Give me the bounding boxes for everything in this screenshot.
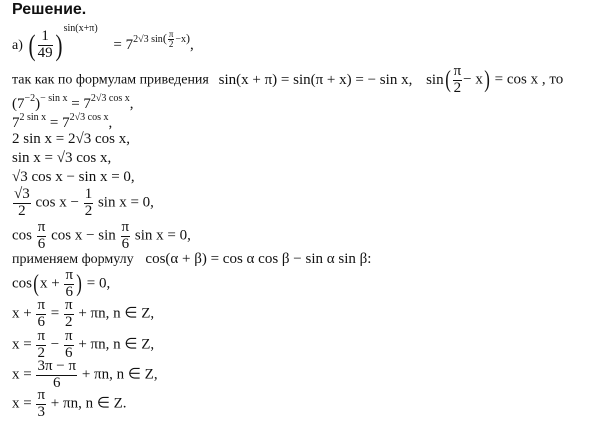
reduction-formulas-line: так как по формулам приведения sin(x + π) = sin(π + x) = − sin x, sin( $\frac{\pi}{2}$ − x) = cos x , то xyxy=(12,63,564,96)
step-1: $(7^{-2})^{- sin x} = 7^{2√3 cos x}$, xyxy=(12,93,134,112)
rhs-base: = 7 xyxy=(113,37,134,53)
step-4: sin x = √3 cos x, xyxy=(12,150,112,166)
base-fraction: $\frac{1}{49}$ xyxy=(37,28,53,62)
step-6: $\frac{√3}{2}$ cos x − $\frac{1}{2}$ sin x = 0, xyxy=(14,186,154,219)
left-paren: ( xyxy=(28,28,36,62)
step-9: cos(x + $\frac{\pi}{6}$ ) = 0, xyxy=(12,267,111,300)
step-5: √3 cos x − sin x = 0, xyxy=(12,169,135,185)
solution-heading: Решение. xyxy=(12,1,87,18)
step-11: x = $\frac{\pi}{2}$ − $\frac{\pi}{6}$ + πn, n ∈ Z, xyxy=(12,328,155,361)
step-13: x = $\frac{\pi}{3}$ + πn, n ∈ Z. xyxy=(12,387,127,420)
step-7: cos $\frac{\pi}{6}$ cos x − sin $\frac{\pi}{6}$ sin x = 0, xyxy=(12,219,191,252)
step-2: $7^{2 sin x} = 7^{2√3 cos x}$, xyxy=(12,112,113,131)
lhs-exponent: sin(x+π) xyxy=(63,23,98,34)
step-12: x = $\frac{3\pi - \pi}{6}$ + πn, n ∈ Z, xyxy=(12,358,158,391)
step-3: 2 sin x = 2√3 cos x, xyxy=(12,131,130,147)
step-10: x + $\frac{\pi}{6}$ = $\frac{\pi}{2}$ + πn, n ∈ Z, xyxy=(12,297,155,330)
equation-a: а) ( $\frac{1}{49}$ )$^{sin(x+\pi)} = 7^{2√3 sin( \frac{\pi}{2} -x)}$, xyxy=(12,23,194,62)
step-8: применяем формулу cos(α + β) = cos α cos β − sin α sin β: xyxy=(12,251,372,267)
part-label: а) xyxy=(12,38,23,53)
rhs-exponent: 2√3 sin( π 2 −x) xyxy=(133,28,190,50)
right-paren: ) xyxy=(55,28,63,62)
